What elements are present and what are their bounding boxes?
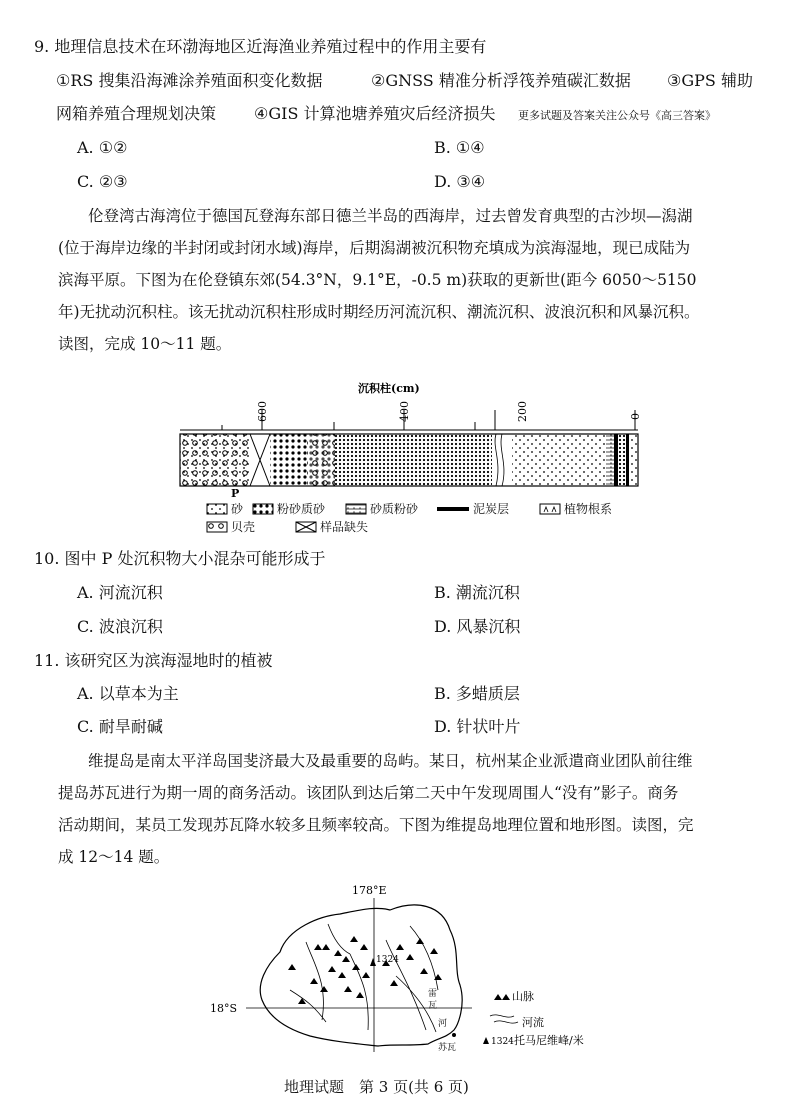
core-layer-peat	[614, 434, 618, 486]
core-title: 沉积柱(cm)	[358, 382, 420, 395]
q9-item-3a: ③GPS 辅助	[667, 71, 753, 90]
core-tick-label: 600	[256, 401, 269, 422]
q9-option-a[interactable]: A. ①②	[77, 138, 128, 157]
island-outline	[260, 905, 462, 1046]
q11-option-a[interactable]: A. 以草本为主	[77, 684, 179, 703]
q9-option-b[interactable]: B. ①④	[434, 138, 485, 157]
legend-sandy-silt-label: 砂质粉砂	[370, 502, 419, 516]
core-layer-shell	[180, 434, 250, 486]
q11-option-c[interactable]: C. 耐旱耐碱	[77, 717, 163, 736]
map-legend	[483, 990, 584, 1047]
legend-shell	[206, 518, 255, 535]
passage-1-line: 伦登湾古海湾位于德国瓦登海东部日德兰半岛的西海岸，过去曾发育典型的古沙坝—潟湖	[88, 207, 693, 225]
page-footer: 地理试题 第 3 页(共 6 页)	[284, 1078, 469, 1096]
core-tick-label: 0	[629, 413, 642, 420]
river-name-char: 瓦	[428, 1001, 438, 1011]
core-tick-label: 400	[398, 401, 411, 422]
passage-2-line: 维提岛是南太平洋岛国斐济最大及最重要的岛屿。某日，杭州某企业派遣商业团队前往维	[88, 752, 693, 770]
latitude-label: 18°S	[210, 1002, 238, 1015]
legend-peak-icon	[483, 1037, 489, 1044]
q11-option-d[interactable]: D. 针状叶片	[434, 717, 521, 736]
core-tick-label: 200	[516, 401, 529, 422]
legend-peat-swatch	[436, 503, 470, 515]
legend-mountain-icon	[494, 994, 510, 1000]
legend-missing	[295, 518, 368, 535]
city-suva-dot	[452, 1033, 456, 1037]
passage-2-line: 活动期间，某员工发现苏瓦降水较多且频率较高。下图为维提岛地理位置和地形图。读图，完	[58, 816, 694, 834]
core-layer-peat	[626, 434, 629, 486]
q9-item-2: ②GNSS 精准分析浮筏养殖碳汇数据	[371, 71, 631, 90]
q9-option-c[interactable]: C. ②③	[77, 172, 128, 191]
legend-sand	[206, 500, 243, 517]
core-layer-sand	[629, 434, 638, 486]
passage-1-line: 滨海平原。下图为在伦登镇东郊(54.3°N，9.1°E，-0.5 m)获取的更新世(距今 6050～5150	[58, 271, 697, 289]
q11-option-b[interactable]: B. 多蜡质层	[434, 684, 520, 703]
legend-roots-label: 植物根系	[564, 502, 613, 516]
q10-stem: 10. 图中 P 处沉积物大小混杂可能形成于	[34, 549, 326, 568]
legend-shell-label: 贝壳	[231, 520, 256, 534]
legend-missing-swatch	[295, 521, 317, 533]
city-suva-label: 苏瓦	[438, 1043, 457, 1053]
point-p-label: P	[231, 487, 240, 500]
core-layer-silt-sand	[618, 434, 626, 486]
passage-2-line: 成 12～14 题。	[58, 848, 170, 866]
q9-option-d[interactable]: D. ③④	[434, 172, 486, 191]
legend-missing-label: 样品缺失	[320, 520, 369, 534]
legend-shell-swatch	[206, 521, 228, 533]
legend-peat	[436, 500, 509, 517]
passage-2	[58, 745, 770, 873]
core-layer-silty-sand	[270, 434, 307, 486]
legend-peak-label: 托马尼维峰/米	[514, 1034, 584, 1047]
core-layer-silty-sand	[307, 434, 335, 486]
legend-river-label: 河流	[522, 1016, 544, 1029]
river-name-char: 雷	[428, 989, 438, 999]
legend-peat-label: 泥炭层	[473, 502, 510, 516]
legend-mountain-label: 山脉	[512, 990, 534, 1003]
passage-1-line: (位于海岸边缘的半封闭或封闭水域)海岸，后期潟湖被沉积物充填成为滨海湿地，现已成陆为	[58, 239, 691, 257]
peak-value-label: 1324	[376, 955, 399, 965]
q9-item-3b: 网箱养殖合理规划决策	[56, 104, 217, 123]
legend-silty-sand	[252, 500, 325, 517]
q11-stem: 11. 该研究区为滨海湿地时的植被	[34, 651, 273, 670]
q10-option-a[interactable]: A. 河流沉积	[77, 583, 163, 602]
core-layer-silt-sand	[335, 434, 492, 486]
q9-item-1: ①RS 搜集沿海滩涂养殖面积变化数据	[56, 71, 323, 90]
legend-peak-value: 1324	[491, 1037, 514, 1047]
legend-roots-swatch	[539, 503, 561, 515]
legend-roots	[539, 500, 612, 517]
legend-sandy-silt	[345, 500, 418, 517]
q10-option-c[interactable]: C. 波浪沉积	[77, 617, 163, 636]
passage-1-line: 年)无扰动沉积柱。该无扰动沉积柱形成时期经历河流沉积、潮流沉积、波浪沉积和风暴沉积。	[58, 303, 700, 321]
watermark-text: 更多试题及答案关注公众号《高三答案》	[518, 109, 716, 122]
sediment-core-figure	[170, 378, 640, 500]
q10-option-b[interactable]: B. 潮流沉积	[434, 583, 520, 602]
legend-river-icon	[490, 1015, 518, 1023]
river-name-char: 河	[438, 1019, 448, 1029]
longitude-label: 178°E	[352, 884, 387, 897]
passage-2-line: 提岛苏瓦进行为期一周的商务活动。该团队到达后第二天中午发现周围人“没有”影子。商务	[58, 784, 679, 802]
core-layer-sand	[512, 434, 606, 486]
q9-stem: 9. 地理信息技术在环渤海地区近海渔业养殖过程中的作用主要有	[34, 37, 487, 56]
legend-silty-sand-label: 粉砂质砂	[277, 502, 326, 516]
passage-1-line: 读图，完成 10～11 题。	[58, 335, 232, 353]
legend-sandy-silt-swatch	[345, 503, 367, 515]
legend-sand-label: 砂	[231, 502, 244, 516]
passage-1	[58, 200, 770, 360]
viti-levu-map	[210, 880, 620, 1058]
core-layer-sandy-silt	[606, 434, 614, 486]
q9-item-4: ④GIS 计算池塘养殖灾后经济损失	[254, 104, 496, 123]
legend-silty-sand-swatch	[252, 503, 274, 515]
legend-sand-swatch	[206, 503, 228, 515]
q10-option-d[interactable]: D. 风暴沉积	[434, 617, 521, 636]
